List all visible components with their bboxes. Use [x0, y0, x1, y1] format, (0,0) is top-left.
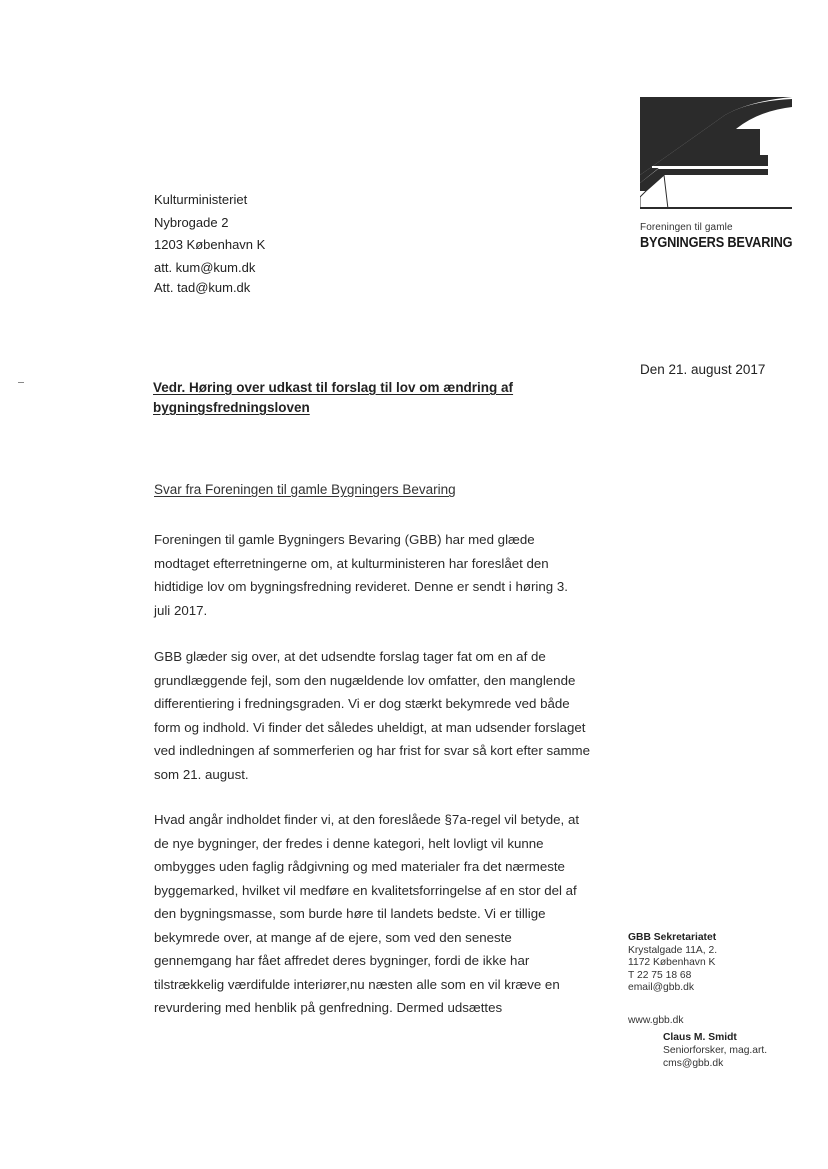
recipient-line: Kulturministeriet	[154, 192, 248, 207]
text-line: ved indledningen af sommerferien og har frist for svar så kort efter samme	[154, 743, 591, 758]
text-line: Foreningen til gamle Bygningers Bevaring (GBB) har med glæde	[154, 532, 535, 547]
recipient-email-line[interactable]: att. kum@kum.dk	[154, 259, 256, 275]
contact-website[interactable]: www.gbb.dk	[628, 1015, 684, 1026]
contact-email[interactable]: email@gbb.dk	[628, 982, 694, 993]
text-line: differentiering i fredningsgraden. Vi er dog stærkt bekymrede ved både	[154, 696, 570, 711]
recipient-line: Nybrogade 2	[154, 214, 229, 230]
recipient-address	[154, 189, 265, 296]
text-line: form og indhold. Vi finder det således uheldigt, at man udsender forslaget	[154, 719, 586, 735]
logo-org-small: Foreningen til gamle	[640, 222, 733, 233]
contact-address: Krystalgade 11A, 2.	[628, 944, 718, 956]
subject-line: bygningsfredningsloven	[153, 400, 310, 415]
signatory-email[interactable]: cms@gbb.dk	[663, 1058, 724, 1069]
text-line: tilstrækkelig værdifulde interiører,nu næsten alle som en vil kræve en	[154, 976, 560, 992]
text-line: juli 2017.	[154, 602, 208, 618]
text-line: de nye bygninger, der fredes i denne kategori, helt lovligt vil kunne	[154, 835, 544, 851]
text-line: grundlæggende fejl, som den nugældende lov omfatter, den manglende	[154, 672, 576, 688]
text-line: ombygges uden faglig rådgivning og med materialer fra det nærmeste	[154, 859, 565, 874]
text-line: hidtidige lov om bygningsfredning revideret. Denne er sendt i høring 3.	[154, 579, 568, 594]
text-line: gennemgang har fået affredet deres bygninger, fordi de ikke har	[154, 953, 530, 968]
subject-line: Vedr. Høring over udkast til forslag til lov om ændring af	[153, 380, 514, 395]
text-line: bekymrede over, at mange af de ejere, som ved den seneste	[154, 929, 512, 945]
text-line: revurdering med henblik på genfredning. Dermed udsættes	[154, 1000, 503, 1015]
text-line: den bygningsmasse, som burde høre til landets bedste. Vi er tillige	[154, 906, 546, 921]
text-line: GBB glæder sig over, at det udsendte forslag tager fat om en af de	[154, 649, 546, 664]
paragraph-2	[154, 645, 604, 786]
letter-date: Den 21. august 2017	[640, 362, 766, 377]
contact-title: GBB Sekretariatet	[628, 932, 717, 943]
margin-mark	[18, 382, 24, 383]
signatory-title: Seniorforsker, mag.art.	[663, 1045, 768, 1056]
text-line: Hvad angår indholdet finder vi, at den foreslåede §7a-regel vil betyde, at	[154, 812, 580, 827]
reply-heading: Svar fra Foreningen til gamle Bygningers Bevaring	[154, 482, 456, 497]
recipient-line: 1203 København K	[154, 237, 266, 252]
letter-subject	[153, 378, 513, 418]
recipient-email-line[interactable]: Att. tad@kum.dk	[154, 280, 251, 295]
contact-address: 1172 København K	[628, 957, 716, 968]
paragraph-1	[154, 528, 604, 622]
text-line: som 21. august.	[154, 766, 249, 782]
roof-building-icon	[640, 97, 792, 209]
text-line: byggemarked, hvilket vil medføre en kvalitetsforringelse af en stor del af	[154, 882, 577, 898]
logo-org-large: BYGNINGERS BEVARING	[640, 235, 793, 251]
signatory-block	[663, 1031, 767, 1070]
contact-phone: T 22 75 18 68	[628, 969, 692, 981]
contact-block	[628, 932, 717, 995]
signatory-name: Claus M. Smidt	[663, 1032, 737, 1043]
paragraph-3	[154, 808, 604, 1020]
text-line: modtaget efterretningerne om, at kulturministeren har foreslået den	[154, 555, 549, 571]
